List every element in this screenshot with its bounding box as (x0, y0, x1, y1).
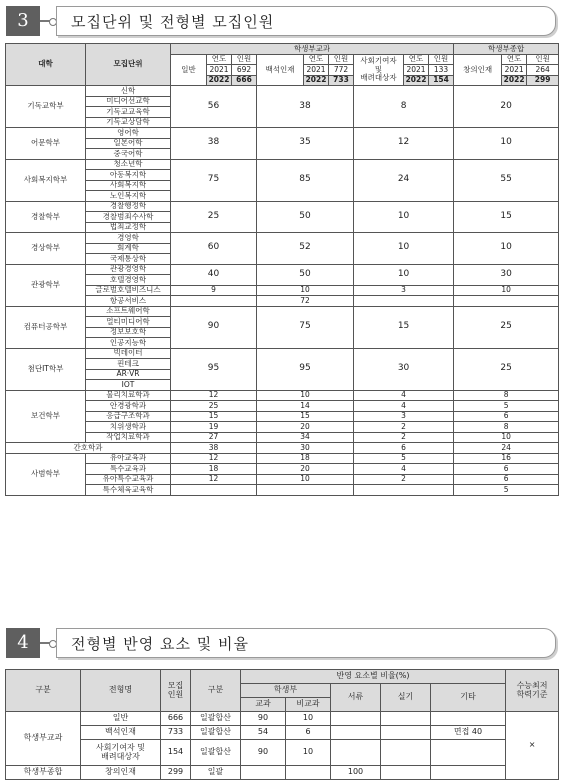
unit-name: 관광경영학 (86, 264, 171, 275)
row-quota: 733 (161, 726, 191, 740)
baekseok-count: 30 (257, 443, 354, 454)
baekseok-2021: 772 (329, 65, 354, 76)
social-count: 12 (354, 128, 454, 160)
baekseok-count: 52 (257, 233, 354, 265)
row-admission: 일반 (81, 712, 161, 726)
header-year: 연도 (304, 54, 329, 65)
college-name: 어문학부 (6, 128, 86, 160)
social-count (354, 485, 454, 496)
unit-name: 안경광학과 (86, 401, 171, 412)
header-practical: 실기 (381, 684, 431, 712)
social-count: 5 (354, 453, 454, 464)
unit-name: 노인복지학 (86, 191, 171, 202)
unit-name: 멀티미디어학 (86, 317, 171, 328)
row-etc (431, 740, 506, 766)
row-quota: 154 (161, 740, 191, 766)
year-2021: 2021 (502, 65, 527, 76)
header-type: 구분 (191, 670, 241, 712)
baekseok-count: 50 (257, 201, 354, 233)
header-year: 연도 (404, 54, 429, 65)
social-2022: 154 (429, 75, 454, 86)
college-name: 관광학부 (6, 264, 86, 306)
creative-2022: 299 (527, 75, 559, 86)
baekseok-count: 20 (257, 422, 354, 433)
social-count: 2 (354, 422, 454, 433)
general-count: 25 (171, 201, 257, 233)
header-quota: 모집 인원 (161, 670, 191, 712)
college-name: 간호학과 (6, 443, 171, 454)
unit-name: 항공서비스 (86, 296, 171, 307)
header-year: 연도 (502, 54, 527, 65)
unit-name: 법죄교정학 (86, 222, 171, 233)
header-social: 사회기여자 및 배려대상자 (354, 54, 404, 86)
row-admission: 사회기여자 및 배려대상자 (81, 740, 161, 766)
unit-name: 경찰범죄수사학 (86, 212, 171, 223)
social-2021: 133 (429, 65, 454, 76)
row-csat: × (506, 712, 559, 780)
unit-name: 기독교상담학 (86, 117, 171, 128)
header-count: 인원 (329, 54, 354, 65)
baekseok-count: 14 (257, 401, 354, 412)
unit-name: 국제통상학 (86, 254, 171, 265)
year-2022: 2022 (304, 75, 329, 86)
social-count: 3 (354, 285, 454, 296)
unit-name: 경영학 (86, 233, 171, 244)
unit-name: AR·VR (86, 369, 171, 380)
section-title-box (56, 628, 556, 658)
row-admission: 백석인재 (81, 726, 161, 740)
creative-count: 8 (454, 390, 559, 401)
header-student-comprehensive: 학생부종합 (454, 44, 559, 55)
creative-count: 10 (454, 128, 559, 160)
creative-count: 55 (454, 159, 559, 201)
header-general: 일반 (171, 54, 207, 86)
row-subject: 90 (241, 740, 286, 766)
baekseok-count: 72 (257, 296, 354, 307)
baekseok-count: 18 (257, 453, 354, 464)
unit-name: 중국어학 (86, 149, 171, 160)
general-count (171, 296, 257, 307)
unit-name: 작업치료학과 (86, 432, 171, 443)
row-type: 일괄 (191, 766, 241, 780)
header-baekseok: 백석인재 (257, 54, 304, 86)
creative-count: 10 (454, 285, 559, 296)
row-etc (431, 712, 506, 726)
college-name: 경상학부 (6, 233, 86, 265)
social-count: 10 (354, 264, 454, 285)
creative-count: 6 (454, 474, 559, 485)
creative-count: 6 (454, 411, 559, 422)
general-count: 38 (171, 443, 257, 454)
creative-count (454, 296, 559, 307)
social-count: 2 (354, 432, 454, 443)
general-count: 12 (171, 453, 257, 464)
header-etc: 기타 (431, 684, 506, 712)
creative-count: 5 (454, 401, 559, 412)
creative-count: 5 (454, 485, 559, 496)
header-college: 대학 (6, 44, 86, 86)
college-name: 경찰학부 (6, 201, 86, 233)
creative-count: 6 (454, 464, 559, 475)
creative-count: 10 (454, 233, 559, 265)
row-practical (381, 712, 431, 726)
header-ratio: 반영 요소별 비율(%) (241, 670, 506, 684)
baekseok-count: 50 (257, 264, 354, 285)
connector-line (40, 20, 54, 22)
baekseok-2022: 733 (329, 75, 354, 86)
general-count: 19 (171, 422, 257, 433)
section-4-header (6, 628, 556, 658)
baekseok-count: 95 (257, 348, 354, 390)
row-quota: 299 (161, 766, 191, 780)
row-category: 학생부종합 (6, 766, 81, 780)
unit-name: 아동복지학 (86, 170, 171, 181)
unit-name: 사회복지학 (86, 180, 171, 191)
section-number: 4 (6, 628, 40, 658)
social-count: 10 (354, 233, 454, 265)
unit-name: 신학 (86, 86, 171, 97)
row-subject: 54 (241, 726, 286, 740)
unit-name: 빅데이터 (86, 348, 171, 359)
creative-count: 24 (454, 443, 559, 454)
row-documents (331, 726, 381, 740)
general-count: 40 (171, 264, 257, 285)
social-count: 2 (354, 474, 454, 485)
baekseok-count: 10 (257, 474, 354, 485)
unit-name: 유아특수교육과 (86, 474, 171, 485)
evaluation-ratio-table (5, 669, 559, 780)
baekseok-count: 35 (257, 128, 354, 160)
college-name: 보건학부 (6, 390, 86, 443)
row-practical (381, 766, 431, 780)
general-2022: 666 (232, 75, 257, 86)
header-record: 학생부 (241, 684, 331, 698)
row-non-subject: 6 (286, 726, 331, 740)
row-documents: 100 (331, 766, 381, 780)
baekseok-count: 34 (257, 432, 354, 443)
general-count: 12 (171, 474, 257, 485)
section-title-box (56, 6, 556, 36)
creative-count: 8 (454, 422, 559, 433)
unit-name: 핀테크 (86, 359, 171, 370)
general-count: 56 (171, 86, 257, 128)
unit-name: 치위생학과 (86, 422, 171, 433)
year-2021: 2021 (304, 65, 329, 76)
header-count: 인원 (232, 54, 257, 65)
unit-name: 인공지능학 (86, 338, 171, 349)
header-non-subject: 비교과 (286, 698, 331, 712)
college-name: 컴퓨터공학부 (6, 306, 86, 348)
general-count: 60 (171, 233, 257, 265)
unit-name: IOT (86, 380, 171, 391)
row-subject: 90 (241, 712, 286, 726)
unit-name: 정보보호학 (86, 327, 171, 338)
baekseok-count: 10 (257, 390, 354, 401)
baekseok-count: 20 (257, 464, 354, 475)
social-count: 8 (354, 86, 454, 128)
social-count: 10 (354, 201, 454, 233)
year-2021: 2021 (404, 65, 429, 76)
row-etc: 면접 40 (431, 726, 506, 740)
unit-name: 특수체육교육학 (86, 485, 171, 496)
header-count: 인원 (429, 54, 454, 65)
general-count: 15 (171, 411, 257, 422)
social-count: 4 (354, 401, 454, 412)
social-count: 3 (354, 411, 454, 422)
unit-name: 청소년학 (86, 159, 171, 170)
creative-count: 30 (454, 264, 559, 285)
college-name: 첨단IT학부 (6, 348, 86, 390)
baekseok-count: 85 (257, 159, 354, 201)
connector-line (40, 642, 54, 644)
baekseok-count: 38 (257, 86, 354, 128)
unit-name: 호텔경영학 (86, 275, 171, 286)
header-subject: 교과 (241, 698, 286, 712)
header-admission: 전형명 (81, 670, 161, 712)
social-count: 4 (354, 464, 454, 475)
unit-name: 일본어학 (86, 138, 171, 149)
section-title: 모집단위 및 전형별 모집인원 (71, 13, 275, 31)
creative-count: 15 (454, 201, 559, 233)
social-count: 15 (354, 306, 454, 348)
row-category: 학생부교과 (6, 712, 81, 766)
row-type: 일괄합산 (191, 740, 241, 766)
creative-count: 25 (454, 306, 559, 348)
general-count: 27 (171, 432, 257, 443)
college-name: 사회복지학부 (6, 159, 86, 201)
general-count: 9 (171, 285, 257, 296)
row-type: 일괄합산 (191, 712, 241, 726)
social-count: 6 (354, 443, 454, 454)
general-count: 90 (171, 306, 257, 348)
unit-name: 회계학 (86, 243, 171, 254)
row-non-subject: 10 (286, 740, 331, 766)
social-count (354, 296, 454, 307)
row-admission: 창의인재 (81, 766, 161, 780)
general-count: 75 (171, 159, 257, 201)
social-count: 4 (354, 390, 454, 401)
general-count: 38 (171, 128, 257, 160)
college-name: 기독교학부 (6, 86, 86, 128)
college-name: 사범학부 (6, 453, 86, 495)
row-quota: 666 (161, 712, 191, 726)
general-count (171, 485, 257, 496)
row-non-subject (286, 766, 331, 780)
header-category: 구분 (6, 670, 81, 712)
unit-name: 응급구조학과 (86, 411, 171, 422)
year-2021: 2021 (207, 65, 232, 76)
row-practical (381, 740, 431, 766)
header-year: 연도 (207, 54, 232, 65)
baekseok-count: 15 (257, 411, 354, 422)
header-count: 인원 (527, 54, 559, 65)
year-2022: 2022 (404, 75, 429, 86)
row-non-subject: 10 (286, 712, 331, 726)
unit-name: 특수교육과 (86, 464, 171, 475)
creative-count: 20 (454, 86, 559, 128)
section-number: 3 (6, 6, 40, 36)
general-2021: 692 (232, 65, 257, 76)
unit-name: 영어학 (86, 128, 171, 139)
header-csat: 수능최저 학력기준 (506, 670, 559, 712)
row-documents (331, 740, 381, 766)
creative-count: 25 (454, 348, 559, 390)
section-3-header (6, 6, 556, 36)
unit-name: 글로벌호텔비즈니스 (86, 285, 171, 296)
row-type: 일괄합산 (191, 726, 241, 740)
section-title: 전형별 반영 요소 및 비율 (71, 635, 249, 653)
creative-count: 10 (454, 432, 559, 443)
baekseok-count: 10 (257, 285, 354, 296)
general-count: 95 (171, 348, 257, 390)
baekseok-count: 75 (257, 306, 354, 348)
general-count: 12 (171, 390, 257, 401)
general-count: 25 (171, 401, 257, 412)
social-count: 30 (354, 348, 454, 390)
baekseok-count (257, 485, 354, 496)
row-documents (331, 712, 381, 726)
unit-name: 소프트웨어학 (86, 306, 171, 317)
year-2022: 2022 (502, 75, 527, 86)
creative-count: 16 (454, 453, 559, 464)
unit-name: 미디어선교학 (86, 96, 171, 107)
row-subject (241, 766, 286, 780)
admission-quota-table (5, 43, 559, 496)
unit-name: 기독교교육학 (86, 107, 171, 118)
header-unit: 모집단위 (86, 44, 171, 86)
unit-name: 유아교육과 (86, 453, 171, 464)
unit-name: 물리치료학과 (86, 390, 171, 401)
unit-name: 경찰행정학 (86, 201, 171, 212)
social-count: 24 (354, 159, 454, 201)
row-etc (431, 766, 506, 780)
header-student-subject: 학생부교과 (171, 44, 454, 55)
year-2022: 2022 (207, 75, 232, 86)
creative-2021: 264 (527, 65, 559, 76)
header-documents: 서류 (331, 684, 381, 712)
header-creative: 창의인재 (454, 54, 502, 86)
general-count: 18 (171, 464, 257, 475)
row-practical (381, 726, 431, 740)
